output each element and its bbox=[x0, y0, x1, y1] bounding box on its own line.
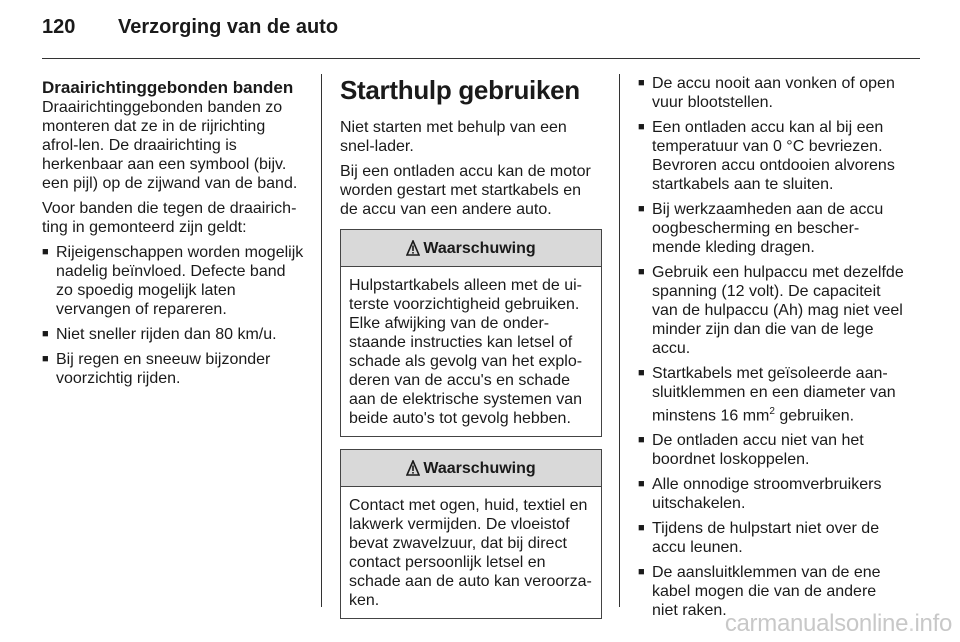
bullet-list bbox=[638, 74, 904, 620]
column-divider bbox=[619, 74, 620, 607]
page-number: 120 bbox=[42, 16, 76, 38]
list-item: ■ Een ontladen accu kan al bij een temperatuur van 0 °C bevriezen. Bevroren accu ontdooien alvorens startkabels aan te sluiten. bbox=[638, 119, 895, 193]
warning-header bbox=[341, 450, 601, 487]
watermark: carmanualsonline.info bbox=[724, 610, 952, 637]
list-item: ■ Alle onnodige stroomverbruikers uitschakelen. bbox=[638, 476, 882, 513]
list-item: ■ Startkabels met geïsoleerde aan-sluitklemmen en een diameter van minstens 16 $mm^2$ gebruiken. bbox=[638, 365, 896, 425]
page-header bbox=[42, 16, 338, 50]
warning-triangle-icon bbox=[406, 460, 420, 476]
list-item: ■ De ontladen accu niet van het boordnet loskoppelen. bbox=[638, 432, 864, 469]
square-bullet-icon: ■ bbox=[42, 328, 49, 340]
section-heading: Draairichtinggebonden banden bbox=[42, 78, 294, 97]
list-item: ■ Bij werkzaamheden aan de accu oogbescherming en bescher-mende kleding dragen. bbox=[638, 201, 884, 256]
warning-text: Hulpstartkabels alleen met de ui-terste voorzichtigheid gebruiken. Elke afwijking van de onder-staande instructies kan letsel of schade als gevolg van het explo-deren van de accu's en schade aan de elektrische systemen van beide auto's tot gevolg hebben. bbox=[349, 277, 583, 427]
main-heading: Starthulp gebruiken bbox=[340, 75, 580, 105]
warning-box bbox=[340, 229, 602, 437]
column-middle bbox=[340, 74, 602, 631]
square-bullet-icon: ■ bbox=[638, 566, 645, 579]
warning-title: Waarschuwing bbox=[423, 459, 536, 477]
paragraph: Niet starten met behulp van een snel-lader. bbox=[340, 119, 567, 155]
paragraph: Voor banden die tegen de draairich-ting in gemonteerd zijn geldt: bbox=[42, 200, 297, 236]
list-item: ■ Niet sneller rijden dan 80 km/u. bbox=[42, 326, 277, 343]
warning-title: Waarschuwing bbox=[423, 239, 536, 257]
list-item: ■ De accu nooit aan vonken of open vuur blootstellen. bbox=[638, 75, 895, 111]
column-left bbox=[42, 74, 304, 394]
warning-header bbox=[341, 230, 601, 267]
column-divider bbox=[321, 74, 322, 607]
square-bullet-icon: ■ bbox=[42, 246, 49, 258]
bullet-list bbox=[42, 243, 304, 388]
list-item: ■ Gebruik een hulpaccu met dezelfde spanning (12 volt). De capaciteit van de hulpaccu (Ah) mag niet veel minder zijn dan die van de lege accu. bbox=[638, 264, 904, 357]
square-bullet-icon: ■ bbox=[638, 522, 645, 535]
column-right bbox=[638, 74, 904, 626]
list-item: ■ De aansluitklemmen van de ene kabel mogen die van de andere niet raken. bbox=[638, 564, 881, 620]
square-bullet-icon: ■ bbox=[638, 478, 645, 491]
square-bullet-icon: ■ bbox=[638, 266, 645, 278]
list-item: ■ Bij regen en sneeuw bijzonder voorzichtig rijden. bbox=[42, 351, 271, 387]
paragraph: Bij een ontladen accu kan de motor worden gestart met startkabels en de accu van een andere auto. bbox=[340, 163, 591, 218]
square-bullet-icon: ■ bbox=[638, 367, 645, 379]
warning-text: Contact met ogen, huid, textiel en lakwerk vermijden. De vloeistof bevat zwavelzuur, dat bij direct contact persoonlijk letsel en schade aan de auto kan veroorza-ken. bbox=[349, 497, 592, 609]
header-divider bbox=[42, 58, 920, 59]
paragraph: Draairichtinggebonden banden zo monteren dat ze in de rijrichting afrol-len. De draairichting is herkenbaar aan een symbool (bijv. een pijl) op de zijwand van de band. bbox=[42, 99, 298, 192]
warning-box bbox=[340, 449, 602, 619]
list-item: ■ Tijdens de hulpstart niet over de accu leunen. bbox=[638, 520, 880, 557]
square-bullet-icon: ■ bbox=[638, 77, 645, 89]
list-item: ■ Rijeigenschappen worden mogelijk nadelig beïnvloed. Defecte band zo spoedig mogelijk laten vervangen of repareren. bbox=[42, 244, 304, 318]
square-bullet-icon: ■ bbox=[638, 434, 645, 447]
page-title: Verzorging van de auto bbox=[118, 16, 339, 38]
square-bullet-icon: ■ bbox=[638, 203, 645, 215]
square-bullet-icon: ■ bbox=[42, 353, 49, 365]
warning-triangle-icon bbox=[406, 240, 420, 256]
square-bullet-icon: ■ bbox=[638, 121, 645, 133]
